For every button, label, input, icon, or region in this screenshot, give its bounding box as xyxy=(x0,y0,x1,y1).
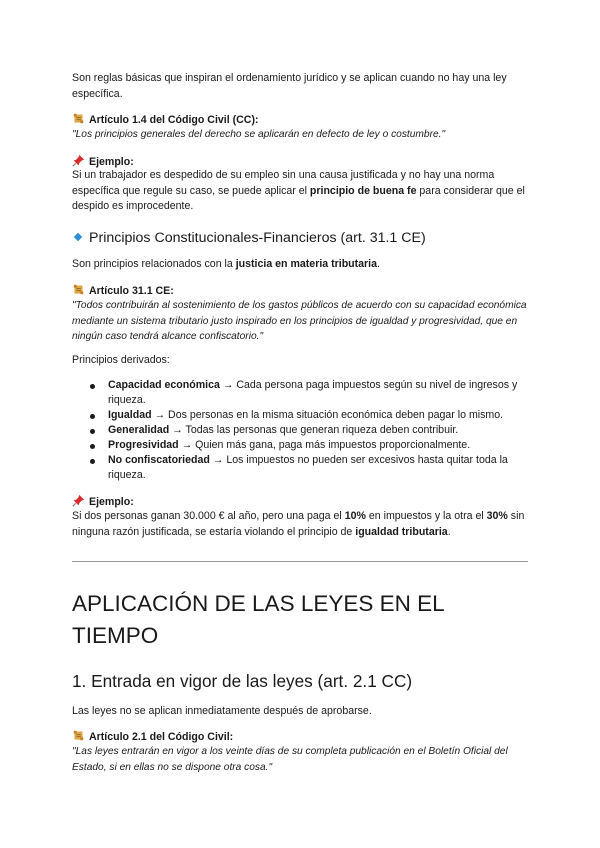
list-item: Generalidad → Todas las personas que generan riqueza deben contribuir. xyxy=(88,423,528,438)
scroll-icon xyxy=(72,729,85,742)
section-heading-principios-financieros: Principios Constitucionales-Financieros (art. 31.1 CE) xyxy=(75,229,426,247)
article-1-4-quote: "Los principios generales del derecho se aplicarán en defecto de ley o costumbre." xyxy=(72,129,446,140)
bullet-icon xyxy=(90,414,95,419)
bullet-icon xyxy=(90,384,95,389)
heading-aplicacion-leyes: APLICACIÓN DE LAS LEYES EN EL TIEMPO xyxy=(72,591,444,648)
bullet-icon xyxy=(90,444,95,449)
horizontal-divider xyxy=(72,561,528,562)
pushpin-icon xyxy=(72,494,85,507)
example-1-text: Si un trabajador es despedido de su empleo sin una causa justificada y no hay una norma específica que regule su caso, se puede aplicar el principio de buena fe para considerar que el despido es improcedente. xyxy=(72,169,525,212)
article-2-1-quote: "Las leyes entrarán en vigor a los veinte días de su completa publicación en el Boletín Oficial del Estado, si en ellas no se dispone otra cosa." xyxy=(72,746,508,773)
list-item: Progresividad → Quien más gana, paga más impuestos proporcionalmente. xyxy=(88,438,528,453)
bullet-icon xyxy=(90,429,95,434)
article-31-1-label: Artículo 31.1 CE: xyxy=(72,283,174,299)
list-item: No confiscatoriedad → Los impuestos no pueden ser excesivos hasta quitar toda la riqueza. xyxy=(88,453,528,483)
vigor-paragraph: Las leyes no se aplican inmediatamente después de aprobarse. xyxy=(72,705,372,717)
article-2-1-label: Artículo 2.1 del Código Civil: xyxy=(72,729,233,745)
scroll-icon xyxy=(72,283,85,296)
pushpin-icon xyxy=(72,154,85,167)
article-31-1-quote: "Todos contribuirán al sostenimiento de los gastos públicos de acuerdo con su capacidad económica mediante un sistema tributario justo inspirado en los principios de igualdad y progresividad, que en ningún caso tendrá alcance confiscatorio." xyxy=(72,300,527,342)
section-intro: Son principios relacionados con la justicia en materia tributaria. xyxy=(72,258,380,270)
list-item: Capacidad económica → Cada persona paga impuestos según su nivel de ingresos y riqueza. xyxy=(88,378,528,408)
bullet-icon xyxy=(90,459,95,464)
scroll-icon xyxy=(72,112,85,125)
list-item: Igualdad → Dos personas en la misma situación económica deben pagar lo mismo. xyxy=(88,408,528,423)
derived-principles-label: Principios derivados: xyxy=(72,354,170,366)
example-1-label: Ejemplo: xyxy=(72,154,134,170)
article-1-4-label: Artículo 1.4 del Código Civil (CC): xyxy=(72,112,259,128)
example-2-text: Si dos personas ganan 30.000 € al año, pero una paga el 10% en impuestos y la otra el 30% sin ninguna razón justificada, se estaría violando el principio de igualdad tributaria. xyxy=(72,510,525,538)
intro-paragraph: Son reglas básicas que inspiran el ordenamiento jurídico y se aplican cuando no hay una ley específica. xyxy=(72,72,507,100)
principles-list xyxy=(88,378,528,483)
heading-entrada-en-vigor: 1. Entrada en vigor de las leyes (art. 2.1 CC) xyxy=(72,671,413,691)
example-2-label: Ejemplo: xyxy=(72,494,134,510)
blue-diamond-icon xyxy=(74,233,82,241)
